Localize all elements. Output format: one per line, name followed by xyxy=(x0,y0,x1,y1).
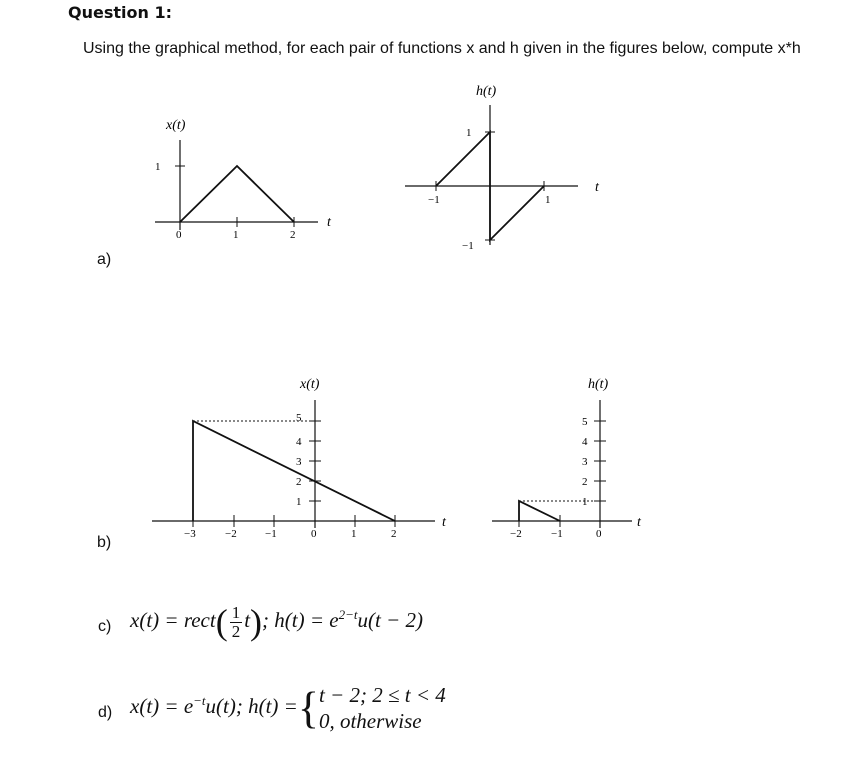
part-b-x-plot xyxy=(152,377,447,540)
piecewise-cases xyxy=(319,682,446,734)
y-axis-label: h(t) xyxy=(588,377,609,392)
exponent: 2−t xyxy=(338,606,358,622)
y-tick-label: 5 xyxy=(582,416,588,428)
x-axis-label: t xyxy=(327,215,331,230)
y-tick-label: 4 xyxy=(296,436,302,448)
part-a-label: a) xyxy=(97,251,112,268)
y-tick-label: 1 xyxy=(466,127,472,139)
x-tick-label: 0 xyxy=(176,229,182,241)
brace: { xyxy=(297,683,319,733)
exponent: −t xyxy=(193,692,206,708)
x-tick-label: 0 xyxy=(596,528,602,540)
part-c-label: c) xyxy=(98,618,112,635)
x-tick-label: 2 xyxy=(391,528,397,540)
fraction-numerator: 1 xyxy=(231,602,241,622)
y-tick-label: 2 xyxy=(296,476,302,488)
part-d-label: d) xyxy=(98,704,113,721)
part-c-separator: ; h(t) = e xyxy=(262,607,339,632)
y-tick-label: 4 xyxy=(582,436,588,448)
fraction-denominator: 2 xyxy=(231,621,241,641)
part-c-equation xyxy=(130,601,423,643)
part-b-h-plot xyxy=(492,377,642,540)
x-axis-label: t xyxy=(442,515,446,530)
case-1: t − 2; 2 ≤ t < 4 xyxy=(318,683,446,707)
x-tick-label: 0 xyxy=(311,528,317,540)
x-axis-label: t xyxy=(595,180,599,195)
y-tick-label: 5 xyxy=(296,412,302,424)
part-b-label: b) xyxy=(97,534,112,551)
y-tick-label: 2 xyxy=(582,476,588,488)
x-tick-label: −1 xyxy=(265,528,277,540)
paren-open: ( xyxy=(215,602,228,642)
part-d-equation xyxy=(130,682,446,734)
x-tick-label: −2 xyxy=(225,528,237,540)
part-c-lhs: x(t) = rect xyxy=(130,607,216,632)
x-tick-label: −2 xyxy=(510,528,522,540)
h-signal xyxy=(519,501,560,521)
x-tick-label: −1 xyxy=(428,194,440,206)
x-tick-label: 1 xyxy=(351,528,357,540)
part-d-lhs: x(t) = e xyxy=(130,693,194,718)
y-tick-label: 1 xyxy=(155,161,161,173)
question-title: Question 1: xyxy=(68,3,172,22)
x-signal xyxy=(193,421,395,521)
y-tick-label: −1 xyxy=(462,240,474,252)
x-tick-label: −1 xyxy=(551,528,563,540)
y-axis-label: x(t) xyxy=(166,118,186,133)
x-tick-label: 1 xyxy=(233,229,239,241)
fraction-variable: t xyxy=(244,607,251,632)
y-tick-label: 1 xyxy=(296,496,302,508)
y-tick-label: 3 xyxy=(296,456,302,468)
fraction xyxy=(230,604,243,641)
question-instruction: Using the graphical method, for each pair of functions x and h given in the figures below, compute x*h xyxy=(83,40,801,57)
x-tick-label: 2 xyxy=(290,229,296,241)
y-tick-label: 1 xyxy=(582,496,588,508)
paren-close: ) xyxy=(250,602,263,642)
x-tick-label: −3 xyxy=(184,528,196,540)
x-tick-label: 1 xyxy=(545,194,551,206)
y-axis-label: x(t) xyxy=(300,377,320,392)
y-tick-label: 3 xyxy=(582,456,588,468)
case-2: 0, otherwise xyxy=(318,709,422,733)
part-d-mid: u(t); h(t) = xyxy=(205,693,298,718)
y-axis-label: h(t) xyxy=(476,84,497,99)
x-axis-label: t xyxy=(637,515,641,530)
part-c-tail: u(t − 2) xyxy=(357,607,423,632)
